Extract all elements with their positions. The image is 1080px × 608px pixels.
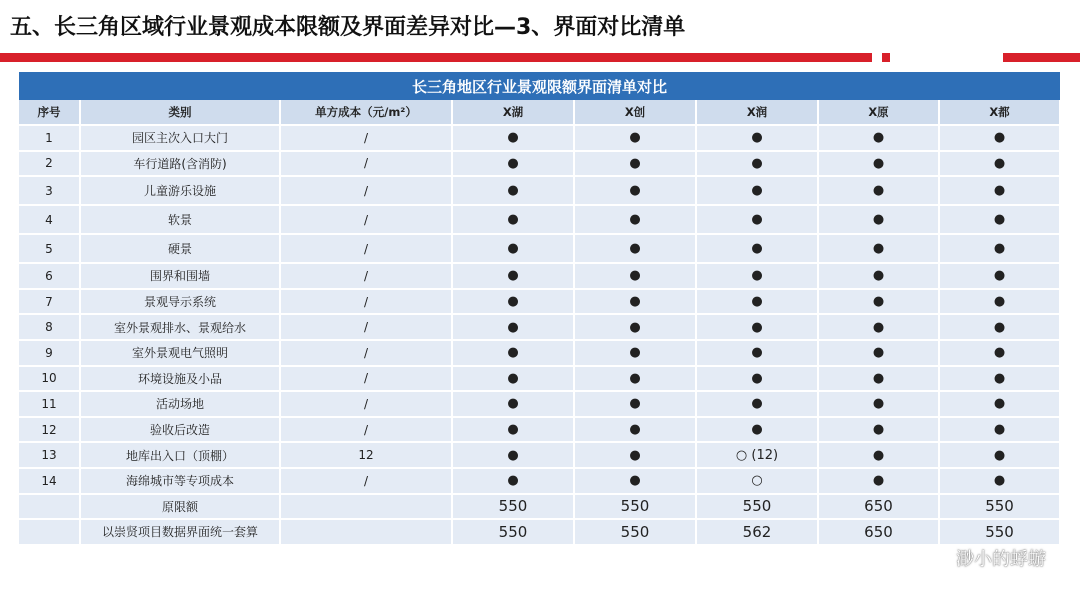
row-number-cell: 14 — [19, 469, 81, 495]
mark-cell: ● — [940, 341, 1061, 367]
unit-cost-cell: / — [281, 315, 453, 341]
table-row — [19, 177, 1061, 206]
limit-value-cell: 550 — [697, 495, 819, 521]
row-number-cell: 10 — [19, 367, 81, 393]
row-number-cell: 8 — [19, 315, 81, 341]
unit-cost-cell: / — [281, 392, 453, 418]
unit-cost-cell: / — [281, 206, 453, 235]
comparison-table — [19, 72, 1061, 546]
mark-cell: ● — [819, 392, 940, 418]
mark-cell: ● — [819, 418, 940, 444]
mark-cell: ● — [453, 418, 575, 444]
mark-cell: ● — [453, 177, 575, 206]
mark-cell: ● — [697, 341, 819, 367]
mark-cell: ● — [575, 290, 697, 316]
mark-cell: ● — [453, 367, 575, 393]
mark-cell: ● — [940, 177, 1061, 206]
mark-cell: ● — [940, 152, 1061, 178]
column-header: X润 — [697, 100, 819, 126]
mark-cell: ● — [940, 126, 1061, 152]
unit-cost-cell: / — [281, 418, 453, 444]
mark-cell: ● — [575, 469, 697, 495]
column-header: 序号 — [19, 100, 81, 126]
category-cell: 海绵城市等专项成本 — [81, 469, 281, 495]
category-cell: 室外景观电气照明 — [81, 341, 281, 367]
table-row — [19, 290, 1061, 316]
mark-cell: ● — [697, 367, 819, 393]
mark-cell: ● — [819, 264, 940, 290]
table-row — [19, 341, 1061, 367]
mark-cell: ● — [697, 315, 819, 341]
category-cell: 车行道路(含消防) — [81, 152, 281, 178]
unit-cost-cell: / — [281, 235, 453, 264]
mark-cell: ● — [697, 177, 819, 206]
divider-segment-main — [0, 53, 872, 62]
mark-cell: ● — [819, 126, 940, 152]
limit-value-cell: 550 — [453, 495, 575, 521]
mark-cell: ● — [819, 235, 940, 264]
row-number-cell: 2 — [19, 152, 81, 178]
unit-cost-cell: / — [281, 264, 453, 290]
mark-cell: ● — [940, 315, 1061, 341]
row-number-cell: 1 — [19, 126, 81, 152]
wechat-icon — [908, 545, 948, 571]
table-caption: 长三角地区行业景观限额界面清单对比 — [19, 72, 1061, 100]
mark-cell: ● — [940, 469, 1061, 495]
table-row — [19, 315, 1061, 341]
table-row — [19, 235, 1061, 264]
mark-cell: ● — [697, 235, 819, 264]
slide-title: 五、长三角区域行业景观成本限额及界面差异对比—3、界面对比清单 — [10, 15, 686, 40]
category-cell: 地库出入口（顶棚） — [81, 443, 281, 469]
row-number-cell: 13 — [19, 443, 81, 469]
mark-cell: ● — [819, 177, 940, 206]
divider-segment-right — [1003, 53, 1080, 62]
mark-cell: ● — [453, 392, 575, 418]
mark-cell: ● — [453, 443, 575, 469]
comparison-table-container — [19, 72, 1061, 546]
column-header: X都 — [940, 100, 1061, 126]
mark-cell: ● — [697, 206, 819, 235]
table-row — [19, 126, 1061, 152]
watermark-text: 渺小的蜉蝣 — [956, 549, 1046, 570]
column-header: X湖 — [453, 100, 575, 126]
mark-cell: ● — [575, 152, 697, 178]
mark-cell: ● — [940, 235, 1061, 264]
limit-value-cell: 650 — [819, 520, 940, 546]
mark-cell: ● — [575, 443, 697, 469]
row-number-cell: 9 — [19, 341, 81, 367]
mark-cell: ● — [940, 290, 1061, 316]
limit-value-cell: 550 — [940, 495, 1061, 521]
column-header: X原 — [819, 100, 940, 126]
table-header-row — [19, 100, 1061, 126]
row-number-cell — [19, 520, 81, 546]
divider-segment-small — [882, 53, 890, 62]
mark-cell: ● — [575, 315, 697, 341]
unit-cost-cell: / — [281, 367, 453, 393]
unit-cost-cell: / — [281, 341, 453, 367]
mark-cell: ○ (12) — [697, 443, 819, 469]
mark-cell: ● — [575, 392, 697, 418]
table-row — [19, 206, 1061, 235]
row-number-cell: 5 — [19, 235, 81, 264]
unit-cost-cell: / — [281, 126, 453, 152]
limit-value-cell: 562 — [697, 520, 819, 546]
unit-cost-cell: / — [281, 152, 453, 178]
row-number-cell: 4 — [19, 206, 81, 235]
mark-cell: ● — [575, 126, 697, 152]
mark-cell: ● — [453, 341, 575, 367]
table-row — [19, 443, 1061, 469]
mark-cell: ● — [453, 206, 575, 235]
mark-cell: ● — [697, 290, 819, 316]
mark-cell: ● — [575, 418, 697, 444]
summary-row — [19, 520, 1061, 546]
row-number-cell: 3 — [19, 177, 81, 206]
category-cell: 室外景观排水、景观给水 — [81, 315, 281, 341]
category-cell: 硬景 — [81, 235, 281, 264]
mark-cell: ● — [940, 264, 1061, 290]
column-header: X创 — [575, 100, 697, 126]
mark-cell: ● — [453, 469, 575, 495]
mark-cell: ● — [697, 126, 819, 152]
category-cell: 围界和围墙 — [81, 264, 281, 290]
mark-cell: ● — [940, 443, 1061, 469]
category-cell: 软景 — [81, 206, 281, 235]
summary-label-cell: 以崇贤项目数据界面统一套算 — [81, 520, 281, 546]
row-number-cell: 11 — [19, 392, 81, 418]
mark-cell: ● — [453, 126, 575, 152]
mark-cell: ● — [575, 177, 697, 206]
summary-row — [19, 495, 1061, 521]
mark-cell: ● — [453, 290, 575, 316]
unit-cost-cell — [281, 520, 453, 546]
limit-value-cell: 550 — [453, 520, 575, 546]
category-cell: 验收后改造 — [81, 418, 281, 444]
mark-cell: ● — [697, 264, 819, 290]
limit-value-cell: 550 — [575, 495, 697, 521]
watermark — [908, 545, 1046, 571]
mark-cell: ● — [453, 264, 575, 290]
unit-cost-cell: / — [281, 290, 453, 316]
mark-cell: ● — [819, 206, 940, 235]
table-row — [19, 152, 1061, 178]
mark-cell: ● — [940, 367, 1061, 393]
mark-cell: ● — [819, 367, 940, 393]
mark-cell: ● — [697, 418, 819, 444]
mark-cell: ● — [697, 392, 819, 418]
mark-cell: ● — [453, 152, 575, 178]
mark-cell: ● — [453, 235, 575, 264]
category-cell: 活动场地 — [81, 392, 281, 418]
table-row — [19, 367, 1061, 393]
limit-value-cell: 650 — [819, 495, 940, 521]
mark-cell: ● — [940, 418, 1061, 444]
mark-cell: ● — [819, 469, 940, 495]
limit-value-cell: 550 — [575, 520, 697, 546]
mark-cell: ● — [819, 315, 940, 341]
row-number-cell — [19, 495, 81, 521]
mark-cell: ● — [575, 206, 697, 235]
mark-cell: ● — [819, 290, 940, 316]
mark-cell: ● — [940, 392, 1061, 418]
column-header: 类别 — [81, 100, 281, 126]
mark-cell: ● — [940, 206, 1061, 235]
table-row — [19, 392, 1061, 418]
mark-cell: ○ — [697, 469, 819, 495]
summary-label-cell: 原限额 — [81, 495, 281, 521]
table-row — [19, 418, 1061, 444]
table-body — [19, 126, 1061, 546]
mark-cell: ● — [575, 235, 697, 264]
category-cell: 环境设施及小品 — [81, 367, 281, 393]
table-row — [19, 469, 1061, 495]
unit-cost-cell — [281, 495, 453, 521]
category-cell: 景观导示系统 — [81, 290, 281, 316]
row-number-cell: 7 — [19, 290, 81, 316]
title-divider — [0, 53, 1080, 62]
category-cell: 园区主次入口大门 — [81, 126, 281, 152]
mark-cell: ● — [575, 341, 697, 367]
mark-cell: ● — [819, 152, 940, 178]
column-header: 单方成本（元/m²） — [281, 100, 453, 126]
row-number-cell: 6 — [19, 264, 81, 290]
mark-cell: ● — [575, 367, 697, 393]
unit-cost-cell: / — [281, 469, 453, 495]
mark-cell: ● — [819, 341, 940, 367]
mark-cell: ● — [575, 264, 697, 290]
mark-cell: ● — [697, 152, 819, 178]
unit-cost-cell: 12 — [281, 443, 453, 469]
unit-cost-cell: / — [281, 177, 453, 206]
category-cell: 儿童游乐设施 — [81, 177, 281, 206]
limit-value-cell: 550 — [940, 520, 1061, 546]
mark-cell: ● — [453, 315, 575, 341]
row-number-cell: 12 — [19, 418, 81, 444]
table-row — [19, 264, 1061, 290]
mark-cell: ● — [819, 443, 940, 469]
